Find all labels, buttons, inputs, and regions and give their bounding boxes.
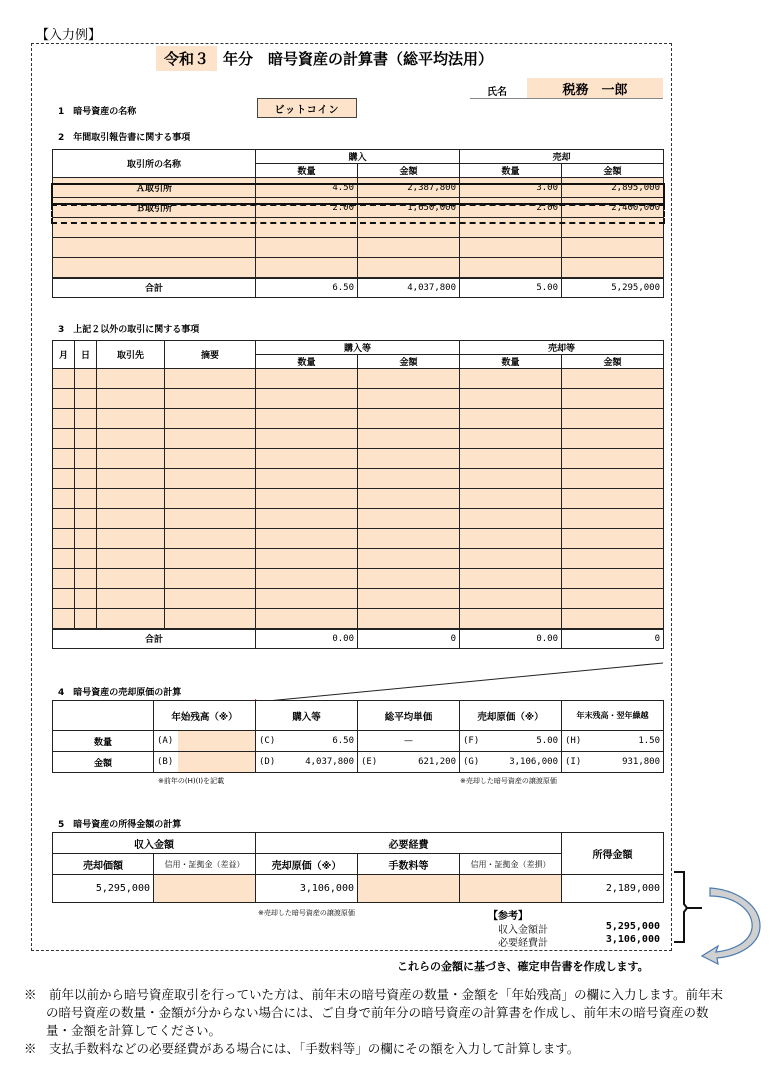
note-opening: ※前年の(H)(I)を記載 xyxy=(158,777,225,785)
section1-title: 1 暗号資産の名称 xyxy=(58,107,137,117)
sell-amount-cell[interactable] xyxy=(562,258,664,278)
month-cell[interactable] xyxy=(53,589,75,609)
sell-qty-cell[interactable] xyxy=(460,429,562,449)
exchange-cell[interactable]: Ａ取引所 xyxy=(53,178,256,198)
opening-qty-cell[interactable]: (A) xyxy=(154,731,256,752)
sell-amount-cell[interactable] xyxy=(562,549,664,569)
month-cell[interactable] xyxy=(53,409,75,429)
sell-amount-cell[interactable] xyxy=(562,369,664,389)
buy-amount-cell[interactable] xyxy=(358,429,460,449)
table-row xyxy=(53,178,664,198)
header-exchange: 取引所の名称 xyxy=(53,150,256,178)
counterparty-cell[interactable] xyxy=(97,589,165,609)
sell-amount-cell[interactable] xyxy=(562,509,664,529)
closing-amount-value: 931,800 xyxy=(622,757,660,767)
footnotes xyxy=(24,986,724,1058)
table-row xyxy=(53,609,664,629)
opening-qty-input[interactable] xyxy=(178,731,255,751)
header-purchase: 購入 xyxy=(256,150,460,164)
total-row xyxy=(53,278,664,298)
header-expenses: 必要経費 xyxy=(256,833,562,854)
buy-qty-cell[interactable] xyxy=(256,549,358,569)
sell-amount-cell[interactable] xyxy=(562,569,664,589)
summary-cell[interactable] xyxy=(165,589,256,609)
header-sale: 売却 xyxy=(460,150,664,164)
buy-amount-cell[interactable] xyxy=(358,369,460,389)
buy-qty-cell[interactable] xyxy=(256,569,358,589)
buy-amount-cell[interactable] xyxy=(358,238,460,258)
buy-amount-cell[interactable]: 2,387,800 xyxy=(358,178,460,198)
sell-qty-cell[interactable] xyxy=(460,469,562,489)
buy-amount-cell[interactable] xyxy=(358,489,460,509)
month-cell[interactable] xyxy=(53,549,75,569)
purchase-amount-cell: (D) 4,037,800 xyxy=(256,752,358,773)
counterparty-cell[interactable] xyxy=(97,609,165,629)
note-cost: ※売却した暗号資産の譲渡原価 xyxy=(460,777,557,785)
sell-amount-cell[interactable] xyxy=(562,449,664,469)
counterparty-cell[interactable] xyxy=(97,469,165,489)
buy-qty-cell[interactable] xyxy=(256,509,358,529)
buy-amount-cell[interactable] xyxy=(358,529,460,549)
table-row xyxy=(53,389,664,409)
sell-amount-cell[interactable] xyxy=(562,609,664,629)
margin-loss-input[interactable] xyxy=(460,875,562,903)
buy-qty-cell[interactable] xyxy=(256,469,358,489)
closing-qty-cell: (H) 1.50 xyxy=(562,731,664,752)
section4-title: 4 暗号資産の売却原価の計算 xyxy=(58,688,182,698)
amount-row xyxy=(53,752,664,773)
table-row xyxy=(53,218,664,238)
buy-qty-cell[interactable] xyxy=(256,238,358,258)
table-row xyxy=(53,409,664,429)
total-buy-qty: 6.50 xyxy=(256,278,358,298)
summary-cell[interactable] xyxy=(165,469,256,489)
margin-gain-input[interactable] xyxy=(154,875,256,903)
sell-amount-cell[interactable] xyxy=(562,429,664,449)
sell-amount-cell[interactable] xyxy=(562,489,664,509)
header-buy-qty: 数量 xyxy=(256,355,358,369)
table-row xyxy=(53,469,664,489)
cost-amount-cell: (G) 3,106,000 xyxy=(460,752,562,773)
buy-amount-cell[interactable] xyxy=(358,218,460,238)
sell-qty-cell[interactable] xyxy=(460,449,562,469)
counterparty-cell[interactable] xyxy=(97,569,165,589)
buy-qty-cell[interactable] xyxy=(256,429,358,449)
sell-amount-cell[interactable] xyxy=(562,389,664,409)
avg-price-cell: (E) 621,200 xyxy=(358,752,460,773)
total-sell-amount: 5,295,000 xyxy=(562,278,664,298)
table-row xyxy=(53,429,664,449)
day-cell[interactable] xyxy=(75,509,97,529)
summary-cell[interactable] xyxy=(165,569,256,589)
closing-qty-value: 1.50 xyxy=(638,736,660,746)
cost-calculation-table xyxy=(52,700,664,773)
income-calculation-table xyxy=(52,832,664,903)
buy-qty-cell[interactable] xyxy=(256,218,358,238)
name-underline xyxy=(470,98,663,99)
total-buy-qty: 0.00 xyxy=(256,629,358,649)
sale-price-value: 5,295,000 xyxy=(53,875,154,903)
month-cell[interactable] xyxy=(53,569,75,589)
day-cell[interactable] xyxy=(75,369,97,389)
opening-amount-cell[interactable]: (B) xyxy=(154,752,256,773)
total-row xyxy=(53,629,664,649)
header-income: 収入金額 xyxy=(53,833,256,854)
year-input[interactable]: 令和３ xyxy=(156,46,217,71)
buy-amount-cell[interactable] xyxy=(358,409,460,429)
name-input[interactable]: 税務 一郎 xyxy=(527,78,663,98)
buy-amount-cell[interactable] xyxy=(358,469,460,489)
header-cost: 売却原価（※） xyxy=(256,854,358,875)
header-opening: 年始残高（※） xyxy=(154,701,256,731)
month-cell[interactable] xyxy=(53,429,75,449)
counterparty-cell[interactable] xyxy=(97,369,165,389)
sell-qty-cell[interactable] xyxy=(460,569,562,589)
buy-amount-cell[interactable] xyxy=(358,549,460,569)
buy-qty-cell[interactable] xyxy=(256,389,358,409)
avg-qty-cell: — xyxy=(358,731,460,752)
sell-qty-cell[interactable] xyxy=(460,369,562,389)
header-income-amount: 所得金額 xyxy=(562,833,664,875)
summary-cell[interactable] xyxy=(165,409,256,429)
buy-amount-cell[interactable] xyxy=(358,509,460,529)
counterparty-cell[interactable] xyxy=(97,489,165,509)
income-total-label: 収入金額計 xyxy=(498,925,548,936)
day-cell[interactable] xyxy=(75,609,97,629)
table-row xyxy=(53,549,664,569)
header-counterparty: 取引先 xyxy=(97,341,165,369)
buy-amount-cell[interactable] xyxy=(358,589,460,609)
buy-qty-cell[interactable] xyxy=(256,369,358,389)
header-margin-gain: 信用・証拠金（差益） xyxy=(154,854,256,875)
page-title xyxy=(156,46,493,71)
sell-amount-cell[interactable]: 2,895,000 xyxy=(562,178,664,198)
table-row xyxy=(53,449,664,469)
sell-qty-cell[interactable] xyxy=(460,258,562,278)
header-sell-qty: 数量 xyxy=(460,355,562,369)
month-cell[interactable] xyxy=(53,389,75,409)
name-label: 氏名 xyxy=(487,87,507,98)
table-row xyxy=(53,509,664,529)
summary-cell[interactable] xyxy=(165,369,256,389)
sell-qty-cell[interactable]: 3.00 xyxy=(460,178,562,198)
summary-cell[interactable] xyxy=(165,509,256,529)
day-cell[interactable] xyxy=(75,409,97,429)
table-row xyxy=(53,529,664,549)
section2-title: 2 年間取引報告書に関する事項 xyxy=(58,133,191,143)
table-row xyxy=(53,589,664,609)
link-line xyxy=(255,662,665,704)
month-cell[interactable] xyxy=(53,449,75,469)
buy-qty-cell[interactable] xyxy=(256,258,358,278)
header-sale-price: 売却価額 xyxy=(53,854,154,875)
income-total-value: 5,295,000 xyxy=(605,921,660,932)
total-buy-amount: 4,037,800 xyxy=(358,278,460,298)
sell-amount-cell[interactable] xyxy=(562,218,664,238)
sell-qty-cell[interactable] xyxy=(460,238,562,258)
summary-cell[interactable] xyxy=(165,529,256,549)
sell-qty-cell[interactable] xyxy=(460,529,562,549)
opening-amount-input[interactable] xyxy=(178,752,255,772)
header-margin-loss: 信用・証拠金（差損） xyxy=(460,854,562,875)
counterparty-cell[interactable] xyxy=(97,549,165,569)
section5-title: 5 暗号資産の所得金額の計算 xyxy=(58,820,182,830)
header-month: 月 xyxy=(53,341,75,369)
buy-amount-cell[interactable]: 1,650,000 xyxy=(358,198,460,218)
counterparty-cell[interactable] xyxy=(97,529,165,549)
sell-qty-cell[interactable]: 2.00 xyxy=(460,198,562,218)
sell-amount-cell[interactable] xyxy=(562,409,664,429)
table-row xyxy=(53,489,664,509)
day-cell[interactable] xyxy=(75,569,97,589)
expense-total-label: 必要経費計 xyxy=(498,938,548,949)
purchase-qty-value: 6.50 xyxy=(332,736,354,746)
month-cell[interactable] xyxy=(53,489,75,509)
header-buy-amount: 金額 xyxy=(358,164,460,178)
header-cost: 売却原価（※） xyxy=(460,701,562,731)
month-cell[interactable] xyxy=(53,369,75,389)
conclusion-text: これらの金額に基づき、確定申告書を作成します。 xyxy=(397,960,649,973)
header-buy-qty: 数量 xyxy=(256,164,358,178)
buy-amount-cell[interactable] xyxy=(358,449,460,469)
header-summary: 摘要 xyxy=(165,341,256,369)
month-cell[interactable] xyxy=(53,469,75,489)
sell-amount-cell[interactable]: 2,400,000 xyxy=(562,198,664,218)
note-section5: ※売却した暗号資産の譲渡原価 xyxy=(258,909,355,917)
buy-qty-cell[interactable] xyxy=(256,409,358,429)
buy-amount-cell[interactable] xyxy=(358,258,460,278)
exchange-cell[interactable] xyxy=(53,218,256,238)
header-fees: 手数料等 xyxy=(358,854,460,875)
header-purchase: 購入等 xyxy=(256,701,358,731)
section3-title: 3 上記２以外の取引に関する事項 xyxy=(58,325,200,335)
buy-qty-cell[interactable]: 2.00 xyxy=(256,198,358,218)
qty-row xyxy=(53,731,664,752)
purchase-qty-cell: (C) 6.50 xyxy=(256,731,358,752)
header-purchase: 購入等 xyxy=(256,341,460,355)
reference-title: 【参考】 xyxy=(488,911,528,922)
day-cell[interactable] xyxy=(75,549,97,569)
counterparty-cell[interactable] xyxy=(97,389,165,409)
cost-qty-value: 5.00 xyxy=(536,736,558,746)
day-cell[interactable] xyxy=(75,389,97,409)
cost-amount-value: 3,106,000 xyxy=(509,757,558,767)
sell-qty-cell[interactable] xyxy=(460,389,562,409)
table-row xyxy=(53,238,664,258)
annual-report-table xyxy=(52,149,664,298)
month-cell[interactable] xyxy=(53,529,75,549)
sell-amount-cell[interactable] xyxy=(562,589,664,609)
header-blank xyxy=(53,701,154,731)
sell-qty-cell[interactable] xyxy=(460,218,562,238)
input-example-label: 【入力例】 xyxy=(36,28,102,43)
counterparty-cell[interactable] xyxy=(97,429,165,449)
sell-qty-cell[interactable] xyxy=(460,509,562,529)
sell-amount-cell[interactable] xyxy=(562,238,664,258)
purchase-amount-value: 4,037,800 xyxy=(305,757,354,767)
footnote-2: ※ 支払手数料などの必要経費がある場合には、「手数料等」の欄にその額を入力して計算します。 xyxy=(24,1041,580,1056)
row-label-qty: 数量 xyxy=(53,731,154,752)
income-amount-value: 2,189,000 xyxy=(562,875,664,903)
summary-cell[interactable] xyxy=(165,489,256,509)
header-sell-qty: 数量 xyxy=(460,164,562,178)
counterparty-cell[interactable] xyxy=(97,449,165,469)
day-cell[interactable] xyxy=(75,589,97,609)
counterparty-cell[interactable] xyxy=(97,409,165,429)
exchange-cell[interactable] xyxy=(53,258,256,278)
header-sell-amount: 金額 xyxy=(562,355,664,369)
buy-qty-cell[interactable]: 4.50 xyxy=(256,178,358,198)
sell-qty-cell[interactable] xyxy=(460,489,562,509)
month-cell[interactable] xyxy=(53,609,75,629)
sell-amount-cell[interactable] xyxy=(562,469,664,489)
buy-amount-cell[interactable] xyxy=(358,389,460,409)
cost-qty-cell: (F) 5.00 xyxy=(460,731,562,752)
row-label-amount: 金額 xyxy=(53,752,154,773)
day-cell[interactable] xyxy=(75,449,97,469)
sell-qty-cell[interactable] xyxy=(460,589,562,609)
avg-price-value: 621,200 xyxy=(418,757,456,767)
total-sell-qty: 5.00 xyxy=(460,278,562,298)
summary-cell[interactable] xyxy=(165,609,256,629)
exchange-cell[interactable]: Ｂ取引所 xyxy=(53,198,256,218)
day-cell[interactable] xyxy=(75,529,97,549)
header-avg-price: 総平均単価 xyxy=(358,701,460,731)
day-cell[interactable] xyxy=(75,489,97,509)
table-row xyxy=(53,258,664,278)
total-label: 合計 xyxy=(53,278,256,298)
buy-amount-cell[interactable] xyxy=(358,609,460,629)
asset-name-input[interactable]: ビットコイン xyxy=(257,98,357,118)
day-cell[interactable] xyxy=(75,429,97,449)
closing-amount-cell: (I) 931,800 xyxy=(562,752,664,773)
summary-cell[interactable] xyxy=(165,389,256,409)
buy-qty-cell[interactable] xyxy=(256,609,358,629)
header-sell-amount: 金額 xyxy=(562,164,664,178)
table-row xyxy=(53,198,664,218)
total-sell-qty: 0.00 xyxy=(460,629,562,649)
title-text: 年分 暗号資産の計算書（総平均法用） xyxy=(223,50,494,68)
buy-qty-cell[interactable] xyxy=(256,449,358,469)
sell-amount-cell[interactable] xyxy=(562,529,664,549)
header-sale: 売却等 xyxy=(460,341,664,355)
total-label: 合計 xyxy=(53,629,256,649)
sell-qty-cell[interactable] xyxy=(460,609,562,629)
header-buy-amount: 金額 xyxy=(358,355,460,369)
buy-qty-cell[interactable] xyxy=(256,589,358,609)
curved-arrow-icon xyxy=(672,870,780,965)
summary-cell[interactable] xyxy=(165,549,256,569)
header-closing: 年末残高・翌年繰越 xyxy=(562,701,664,731)
table-row xyxy=(53,369,664,389)
month-cell[interactable] xyxy=(53,509,75,529)
expense-total-value: 3,106,000 xyxy=(605,934,660,945)
total-sell-amount: 0 xyxy=(562,629,664,649)
values-row xyxy=(53,875,664,903)
day-cell[interactable] xyxy=(75,469,97,489)
fees-input[interactable] xyxy=(358,875,460,903)
total-buy-amount: 0 xyxy=(358,629,460,649)
cost-value: 3,106,000 xyxy=(256,875,358,903)
buy-qty-cell[interactable] xyxy=(256,529,358,549)
exchange-cell[interactable] xyxy=(53,238,256,258)
table-row xyxy=(53,569,664,589)
sell-qty-cell[interactable] xyxy=(460,549,562,569)
summary-cell[interactable] xyxy=(165,429,256,449)
buy-qty-cell[interactable] xyxy=(256,489,358,509)
buy-amount-cell[interactable] xyxy=(358,569,460,589)
header-day: 日 xyxy=(75,341,97,369)
sell-qty-cell[interactable] xyxy=(460,409,562,429)
summary-cell[interactable] xyxy=(165,449,256,469)
counterparty-cell[interactable] xyxy=(97,509,165,529)
other-transactions-table xyxy=(52,340,664,649)
footnote-1: ※ 前年以前から暗号資産取引を行っていた方は、前年末の暗号資産の数量・金額を「年始残高」の欄に入力します。前年末の暗号資産の数量・金額が分からない場合には、ご自身で前年分の暗号資産の計算書を作成し、前年末の暗号資産の数量・金額を計算してください。 xyxy=(24,987,724,1038)
